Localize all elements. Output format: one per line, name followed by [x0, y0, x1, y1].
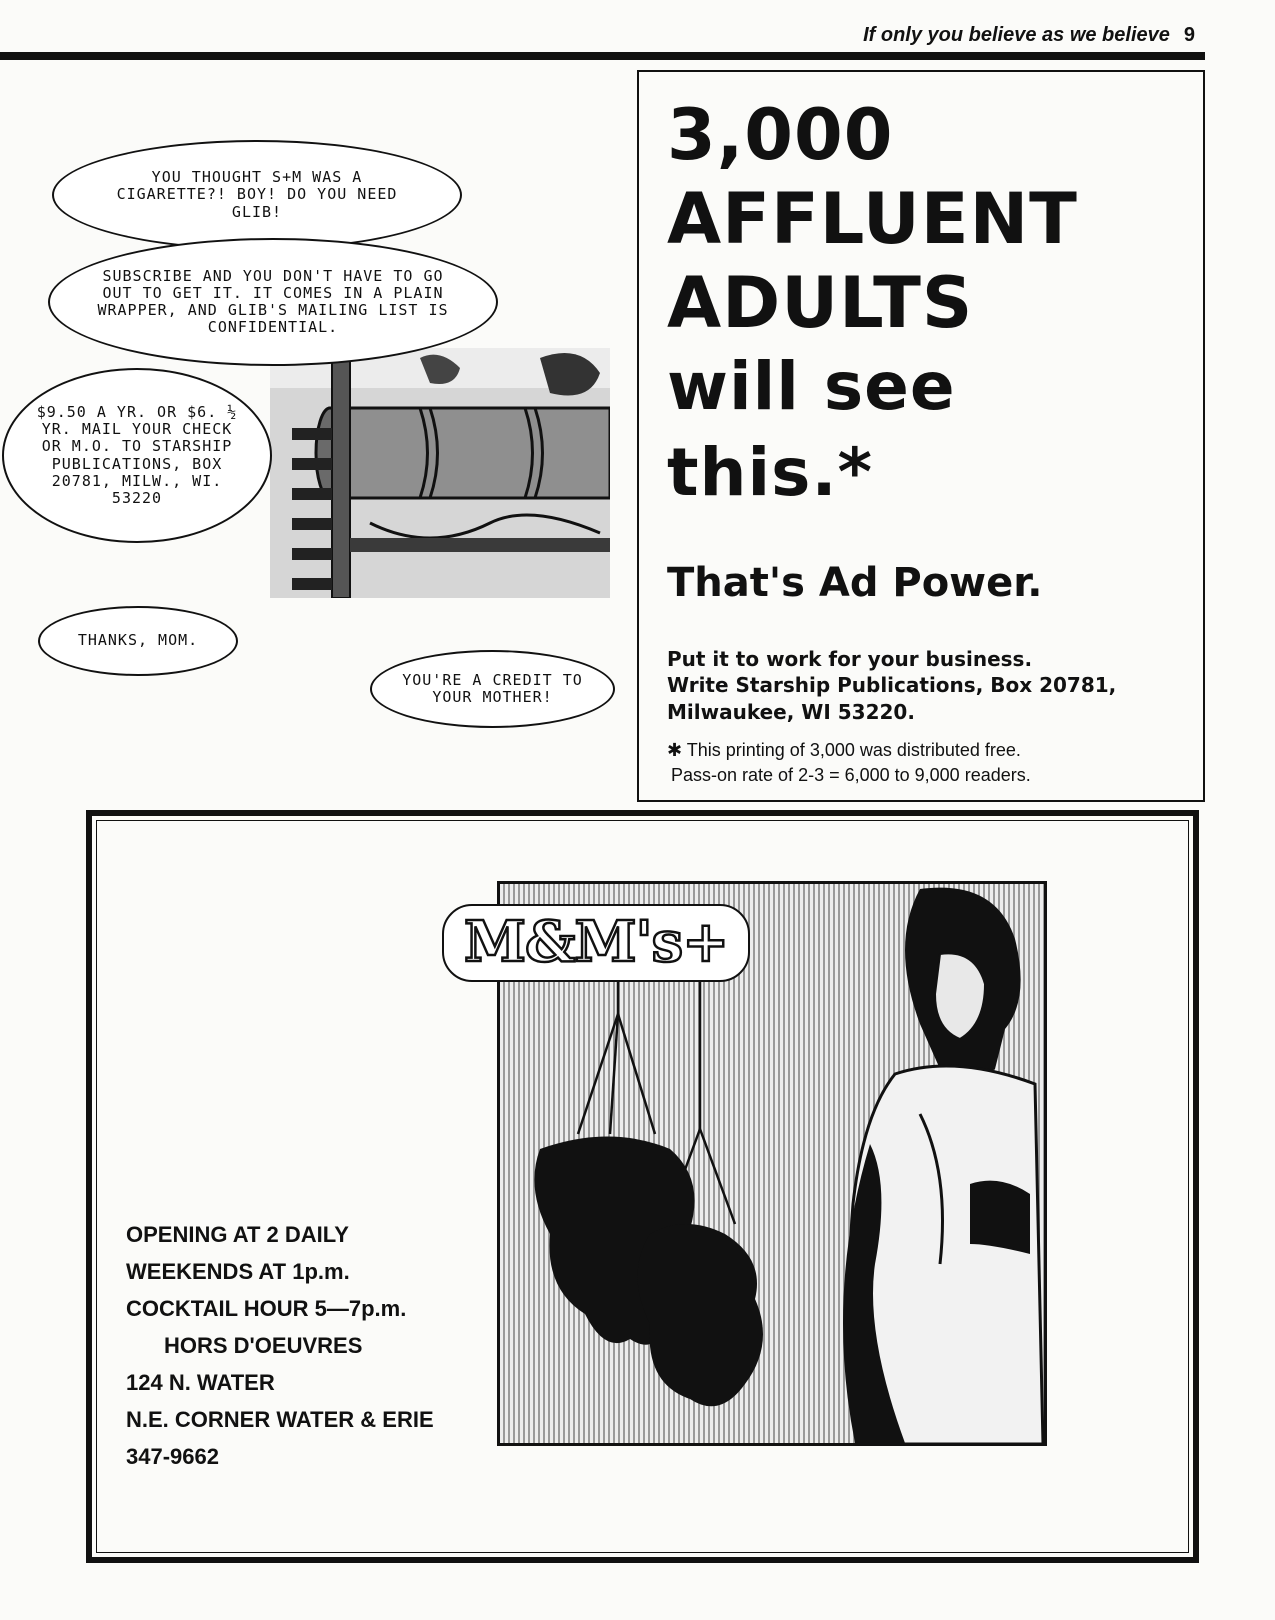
speech-bubble-subscribe: SUBSCRIBE AND YOU DON'T HAVE TO GO OUT TO GET IT. IT COMES IN A PLAIN WRAPPER, AND GLIB'S MAILING LIST IS CONFIDENTIAL. [48, 238, 498, 366]
headline-will-see: will see [667, 348, 956, 425]
running-title [863, 24, 1195, 47]
headline-affluent: AFFLUENT [667, 178, 1078, 260]
phone-number: 347-9662 [126, 1444, 219, 1469]
hours-line: HORS D'OEUVRES [164, 1333, 363, 1358]
chained-log-illustration [270, 348, 610, 598]
header-rule [0, 52, 1205, 60]
glib-cartoon-ad [0, 78, 630, 778]
hours-line: WEEKENDS AT 1p.m. [126, 1259, 350, 1284]
pitch-line: Put it to work for your business. [667, 647, 1033, 671]
headline-this: this.* [667, 434, 874, 511]
hours-line: COCKTAIL HOUR 5—7p.m. [126, 1296, 407, 1321]
speech-bubble-credit: YOU'RE A CREDIT TO YOUR MOTHER! [370, 650, 615, 728]
footnote-line: Pass-on rate of 2-3 = 6,000 to 9,000 readers. [671, 765, 1031, 786]
pitch-line: Write Starship Publications, Box 20781, [667, 673, 1117, 698]
pitch-line: Milwaukee, WI 53220. [667, 699, 915, 724]
speech-bubble-thanks-mom: THANKS, MOM. [38, 606, 238, 676]
ad-power-advertisement [637, 70, 1205, 802]
running-title-text: If only you believe as we believe [863, 24, 1170, 46]
speech-bubble-pricing: $9.50 A YR. OR $6. ½ YR. MAIL YOUR CHECK OR M.O. TO STARSHIP PUBLICATIONS, BOX 20781, MILW., WI. 53220 [2, 368, 272, 543]
mms-info [126, 1216, 434, 1475]
mms-logo: M&M's+ [442, 904, 750, 982]
address-line: 124 N. WATER [126, 1370, 275, 1395]
headline-adults: ADULTS [667, 262, 974, 344]
page-number: 9 [1183, 24, 1195, 46]
headline-count: 3,000 [667, 94, 894, 176]
ad-power-tagline: That's Ad Power. [667, 560, 1043, 606]
hanging-plants-figure-illustration [500, 884, 1044, 1443]
address-line: N.E. CORNER WATER & ERIE [126, 1407, 434, 1432]
mms-bar-advertisement [86, 810, 1199, 1563]
page-header [0, 20, 1205, 62]
speech-bubble-glib-pitch: YOU THOUGHT S+M WAS A CIGARETTE?! BOY! DO YOU NEED GLIB! [52, 140, 462, 250]
mms-artwork [497, 881, 1047, 1446]
circulation-footnote [667, 738, 1197, 788]
ad-pitch [667, 646, 1197, 725]
hours-line: OPENING AT 2 DAILY [126, 1222, 349, 1247]
footnote-line: ✱ This printing of 3,000 was distributed free. [667, 740, 1021, 760]
